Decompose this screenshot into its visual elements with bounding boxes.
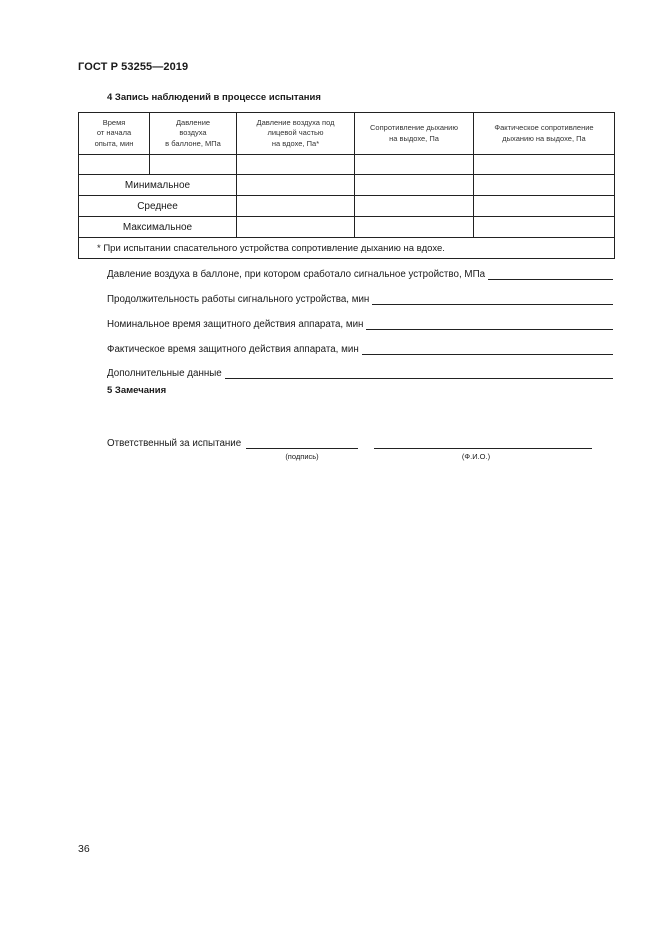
section-5-title: 5 Замечания: [107, 385, 167, 396]
signature-caption: (подпись): [285, 452, 319, 461]
field-actual-time-label: Фактическое время защитного действия аппарата, мин: [107, 344, 359, 355]
field-nominal-time-blank: [366, 320, 613, 330]
field-additional-blank: [225, 369, 613, 379]
field-pressure: [107, 269, 613, 280]
column-header-time: Время от начала опыта, мин: [79, 113, 150, 155]
field-pressure-blank: [488, 270, 613, 280]
table-row-minimum: [79, 175, 615, 196]
field-duration: [107, 294, 613, 305]
field-nominal-time: [107, 319, 613, 330]
name-line: [374, 448, 592, 449]
table-cell: [355, 196, 474, 217]
table-row-maximum: [79, 217, 615, 238]
table-cell: [237, 175, 355, 196]
table-footnote: * При испытании спасательного устройства сопротивление дыханию на вдохе.: [79, 238, 615, 259]
column-header-inhale-pressure: Давление воздуха под лицевой частью на вдохе, Па*: [237, 113, 355, 155]
column-header-cylinder-pressure: Давление воздуха в баллоне, МПа: [150, 113, 237, 155]
field-additional-label: Дополнительные данные: [107, 368, 222, 379]
row-label-average: Среднее: [79, 196, 237, 217]
page-number: 36: [78, 843, 90, 855]
section-4-title: 4 Запись наблюдений в процессе испытания: [107, 92, 321, 103]
row-label-maximum: Максимальное: [79, 217, 237, 238]
row-label-minimum: Минимальное: [79, 175, 237, 196]
field-nominal-time-label: Номинальное время защитного действия аппарата, мин: [107, 319, 364, 330]
field-actual-time: [107, 344, 613, 355]
name-caption: (Ф.И.О.): [461, 452, 491, 461]
table-cell: [237, 196, 355, 217]
standard-header: ГОСТ Р 53255—2019: [78, 61, 189, 73]
field-duration-blank: [372, 295, 613, 305]
table-row-average: [79, 196, 615, 217]
table-footnote-row: [79, 238, 615, 259]
signature-line: [246, 448, 358, 449]
table-cell: [355, 155, 474, 175]
table-cell: [355, 175, 474, 196]
column-header-exhale-resistance: Сопротивление дыханию на выдохе, Па: [355, 113, 474, 155]
responsible-label: Ответственный за испытание: [107, 438, 242, 449]
field-pressure-label: Давление воздуха в баллоне, при котором сработало сигнальное устройство, МПа: [107, 269, 486, 280]
table-cell: [355, 217, 474, 238]
table-header-row: [79, 113, 615, 155]
table-cell: [474, 155, 615, 175]
field-duration-label: Продолжительность работы сигнального устройства, мин: [107, 294, 370, 305]
field-actual-time-blank: [362, 345, 613, 355]
table-cell: [237, 155, 355, 175]
table-cell: [474, 217, 615, 238]
observation-table: [78, 112, 615, 259]
table-row: [79, 155, 615, 175]
field-additional: [107, 368, 613, 379]
table-cell: [79, 155, 150, 175]
table-cell: [474, 175, 615, 196]
column-header-actual-exhale-resistance: Фактическое сопротивление дыханию на выдохе, Па: [474, 113, 615, 155]
table-cell: [237, 217, 355, 238]
table-cell: [474, 196, 615, 217]
table-cell: [150, 155, 237, 175]
